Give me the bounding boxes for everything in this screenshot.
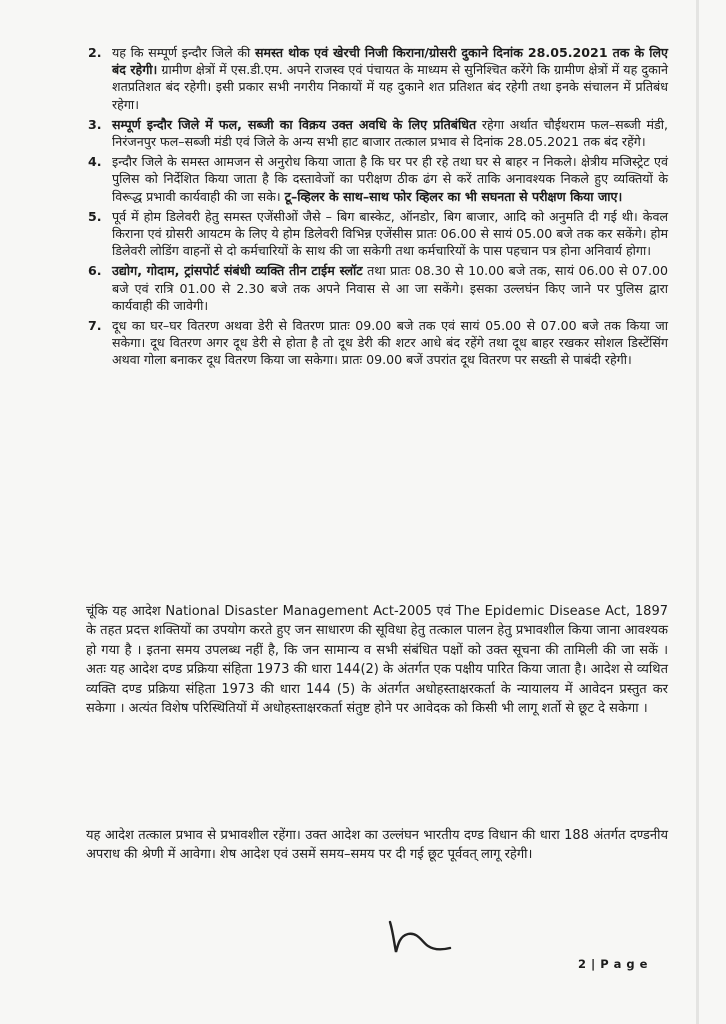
order-item-number: 5.	[88, 208, 102, 224]
page-number: 2 | P a g e	[578, 957, 648, 971]
order-item-text: यह कि सम्पूर्ण इन्दौर जिले की	[112, 45, 255, 60]
order-item-text: पूर्व में होम डिलेवरी हेतु समस्त एजेंसीओं जैसे – बिग बास्केट, ऑनडोर, बिग बाजार, आदि को अनुमति दी गई थी। केवल किराना एवं ग्रोसरी आयटम के लिए ये होम डिलेवरी विभिन्न एजेंसीस प्रातः 06.00 से सायं 05.00 बजे तक कर सकेंगे। होम डिलेवरी लोडिंग वाहनों से दो कर्मचारियों के साथ की जा सकेगी तथा कर्मचारियों के पास पहचान पत्र होना अनिवार्य होगा।	[112, 208, 668, 259]
order-item-number: 7.	[88, 318, 102, 334]
order-item-text: इन्दौर जिले के समस्त आमजन से अनुरोध किया जाता है कि घर पर ही रहे तथा घर से बाहर न निकले। क्षेत्रीय मजिस्ट्रेट एवं पुलिस को निर्देशित किया जाता है कि दस्तावेजों का परीक्षण ठीक ढंग से करें ताकि अनावश्यक निकले हुए व्यक्तियों के विरूद्ध प्रभावी कार्यवाही की जा सके।	[112, 154, 668, 204]
order-item-number: 6.	[88, 263, 102, 279]
legal-basis-paragraph: चूंकि यह आदेश National Disaster Management Act-2005 एवं The Epidemic Disease Act, 1897 के तहत प्रदत्त शक्तियों का उपयोग करते हुए जन साधारण की सूविधा हेतु तत्काल पालन हेतु प्रभावशील किया जाना आवश्यक हो गया है । इतना समय उपलब्ध नहीं है, कि जन सामान्य व सभी संबंधित पक्षों को उक्त सूचना की तामिली की जा सकें । अतः यह आदेश दण्ड प्रक्रिया संहिता 1973 की धारा 144(2) के अंतर्गत एक पक्षीय पारित किया जाता है। आदेश से व्यथित व्यक्ति दण्ड प्रक्रिया संहिता 1973 की धारा 144 (5) के अंतर्गत अधोहस्ताक्षरकर्ता के न्यायालय में आवेदन प्रस्तुत कर सकेगा । अत्यंत विशेष परिस्थितियों में अधोहस्ताक्षरकर्ता संतुष्ट होने पर आवेदक को किसी भी लागू शर्तो से छूट दे सकेगा ।	[86, 604, 668, 717]
order-item-text: रहेगा अर्थात चौईथराम फल–सब्जी मंडी, निरंजनपुर फल–सब्जी मंडी एवं जिले के अन्य सभी हाट बाजार तत्काल प्रभाव से दिनांक 28.05.2021 तक बंद रहेंगे।	[112, 116, 669, 150]
signature-mark	[384, 918, 454, 964]
order-item-text: दूध का घर–घर वितरण अथवा डेरी से वितरण प्रातः 09.00 बजे तक एवं सायं 05.00 से 07.00 बजे तक किया जा सकेगा। दूध वितरण अगर दूध डेरी से होता है तो दूध डेरी की शटर आधे बंद रहेंगे तथा दूध बाहर रखकर सोशल डिस्टेंसिंग अथवा गोला बनाकर दूध वितरण किया जा सकेगा। प्रातः 09.00 बजें उपरांत दूध वितरण पर सख्ती से पाबंदी रहेगी।	[112, 318, 668, 368]
order-item	[88, 116, 668, 150]
order-item	[88, 262, 668, 314]
page-edge	[696, 0, 699, 1024]
order-item-bold-text: टू–व्हिलर के साथ–साथ फोर व्हिलर का भी सघनता से परीक्षण किया जाए।	[284, 188, 623, 204]
order-item	[88, 317, 668, 369]
order-item-number: 2.	[88, 45, 102, 60]
order-item-bold-text: समस्त थोक एवं खेरची निजी किराना/ग्रोसरी दुकाने दिनांक 28.05.2021 तक के लिए बंद रहेगी।	[112, 45, 668, 78]
order-item-bold-text: उद्योग, गोदाम, ट्रांसपोर्ट संबंधी व्यक्ति तीन टाईम स्लॉट	[112, 263, 363, 279]
order-item-text: ग्रामीण क्षेत्रों में एस.डी.एम. अपने राजस्व एवं पंचायत के माध्यम से सुनिश्चित करेंगे कि ग्रामीण क्षेत्रों में यह दुकाने शतप्रतिशत बंद रहेगी। इसी प्रकार सभी नगरीय निकायों में यह दुकाने शत प्रतिशत बंद रहेगी तथा इनके संचालन में प्रतिबंध रहेगा।	[112, 62, 669, 112]
order-item	[88, 153, 668, 205]
order-item	[88, 208, 668, 260]
order-item-bold-text: सम्पूर्ण इन्दौर जिले में फल, सब्जी का विक्रय उक्त अवधि के लिए प्रतिबंधित	[112, 116, 477, 132]
order-item-text: तथा प्रातः 08.30 से 10.00 बजे तक, सायं 06.00 से 07.00 बजे एवं रात्रि 01.00 से 2.30 बजे तक अपने निवास से आ जा सकेंगे। इसका उल्लघंन किए जाने पर पुलिस द्वारा कार्यवाही की जावेगी।	[112, 263, 668, 313]
order-items-list	[88, 44, 668, 372]
effect-paragraph: यह आदेश तत्काल प्रभाव से प्रभावशील रहेंगा। उक्त आदेश का उल्लंघन भारतीय दण्ड विधान की धारा 188 अंतर्गत दण्डनीय अपराध की श्रेणी में आवेगा। शेष आदेश एवं उसमें समय–समय पर दी गई छूट पूर्ववत् लागू रहेगी।	[86, 828, 668, 863]
order-item-number: 4.	[88, 154, 102, 170]
order-item	[88, 44, 668, 113]
order-item-number: 3.	[88, 116, 102, 132]
